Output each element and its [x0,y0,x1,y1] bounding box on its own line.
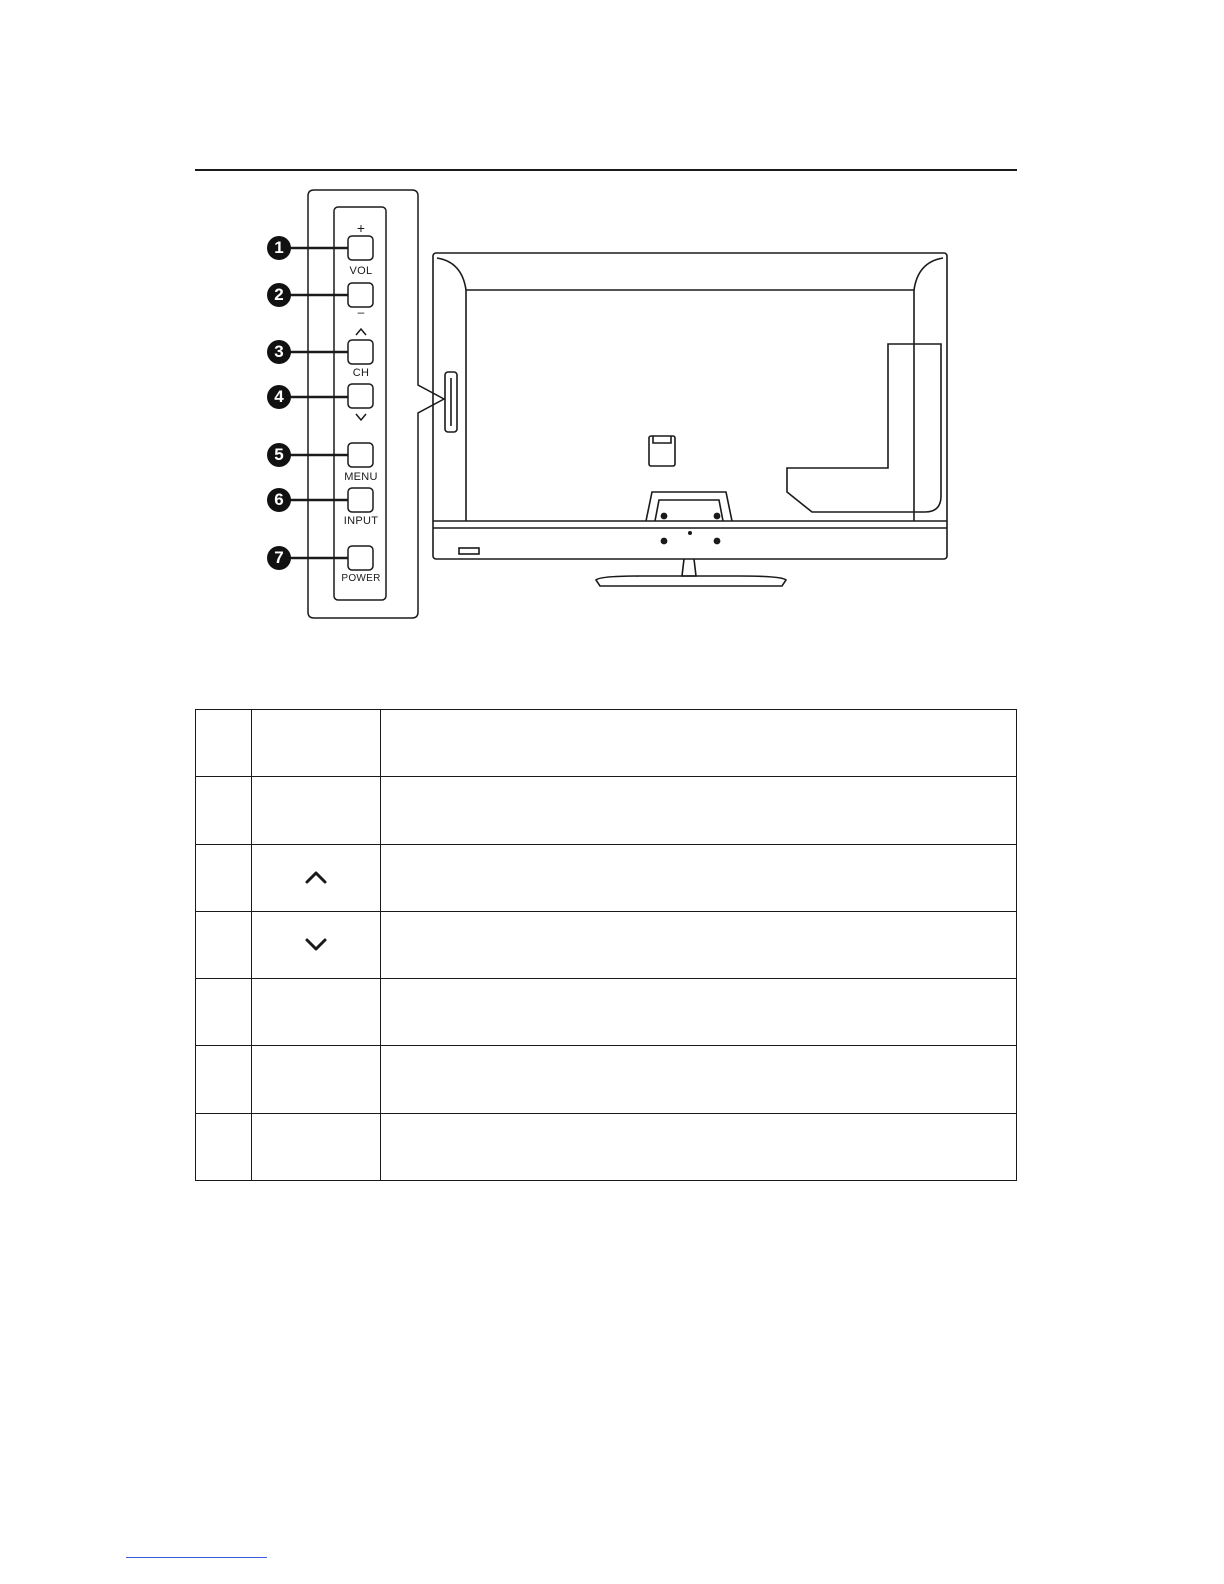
table-cell-number [196,710,252,777]
table-cell-icon [252,911,381,978]
callout-5: 5 [267,443,291,467]
table-row [196,1113,1017,1180]
table-cell-icon [252,979,381,1046]
ch-up-button-shape [348,340,373,364]
table-row [196,1046,1017,1113]
table-row [196,844,1017,911]
table-cell-number [196,844,252,911]
table-cell-icon [252,777,381,844]
menu-button-shape [348,443,373,467]
table-cell-description [381,844,1017,911]
ch-down-button-shape [348,384,373,408]
table-cell-description [381,1113,1017,1180]
callout-6: 6 [267,488,291,512]
footer-link-underline [126,1557,267,1558]
vol-label: VOL [349,265,373,277]
callout-4: 4 [267,385,291,409]
controls-table [195,709,1017,1181]
tv-rear-illustration [0,0,1224,640]
tv-controls-figure [0,0,1224,640]
zoom-panel-outline [308,190,444,618]
table-cell-icon [252,1046,381,1113]
callout-3: 3 [267,340,291,364]
table-row [196,911,1017,978]
chevron-down-icon [304,937,328,953]
vol-minus-symbol: – [357,305,365,319]
ch-label: CH [352,367,370,379]
table-cell-number [196,1113,252,1180]
table-cell-description [381,911,1017,978]
table-cell-description [381,777,1017,844]
table-cell-icon [252,844,381,911]
table-cell-icon [252,710,381,777]
vol-up-button-shape [348,236,373,260]
menu-label: MENU [344,471,378,483]
input-label: INPUT [343,515,379,527]
ch-up-chevron [356,329,366,335]
table-row [196,777,1017,844]
input-button-shape [348,488,373,512]
chevron-up-icon [304,869,328,885]
power-button-shape [348,546,373,570]
table-cell-description [381,1046,1017,1113]
ch-down-chevron [356,414,366,420]
tv-rear-body [433,253,947,586]
vol-plus-symbol: + [356,220,366,236]
vol-down-button-shape [348,283,373,307]
table-row [196,710,1017,777]
table-cell-number [196,911,252,978]
table-cell-number [196,979,252,1046]
table-row [196,979,1017,1046]
table-cell-number [196,1046,252,1113]
callout-7: 7 [267,546,291,570]
power-label: POWER [341,573,381,584]
table-cell-description [381,710,1017,777]
table-cell-number [196,777,252,844]
callout-1: 1 [267,236,291,260]
callout-2: 2 [267,283,291,307]
table-cell-icon [252,1113,381,1180]
table-cell-description [381,979,1017,1046]
